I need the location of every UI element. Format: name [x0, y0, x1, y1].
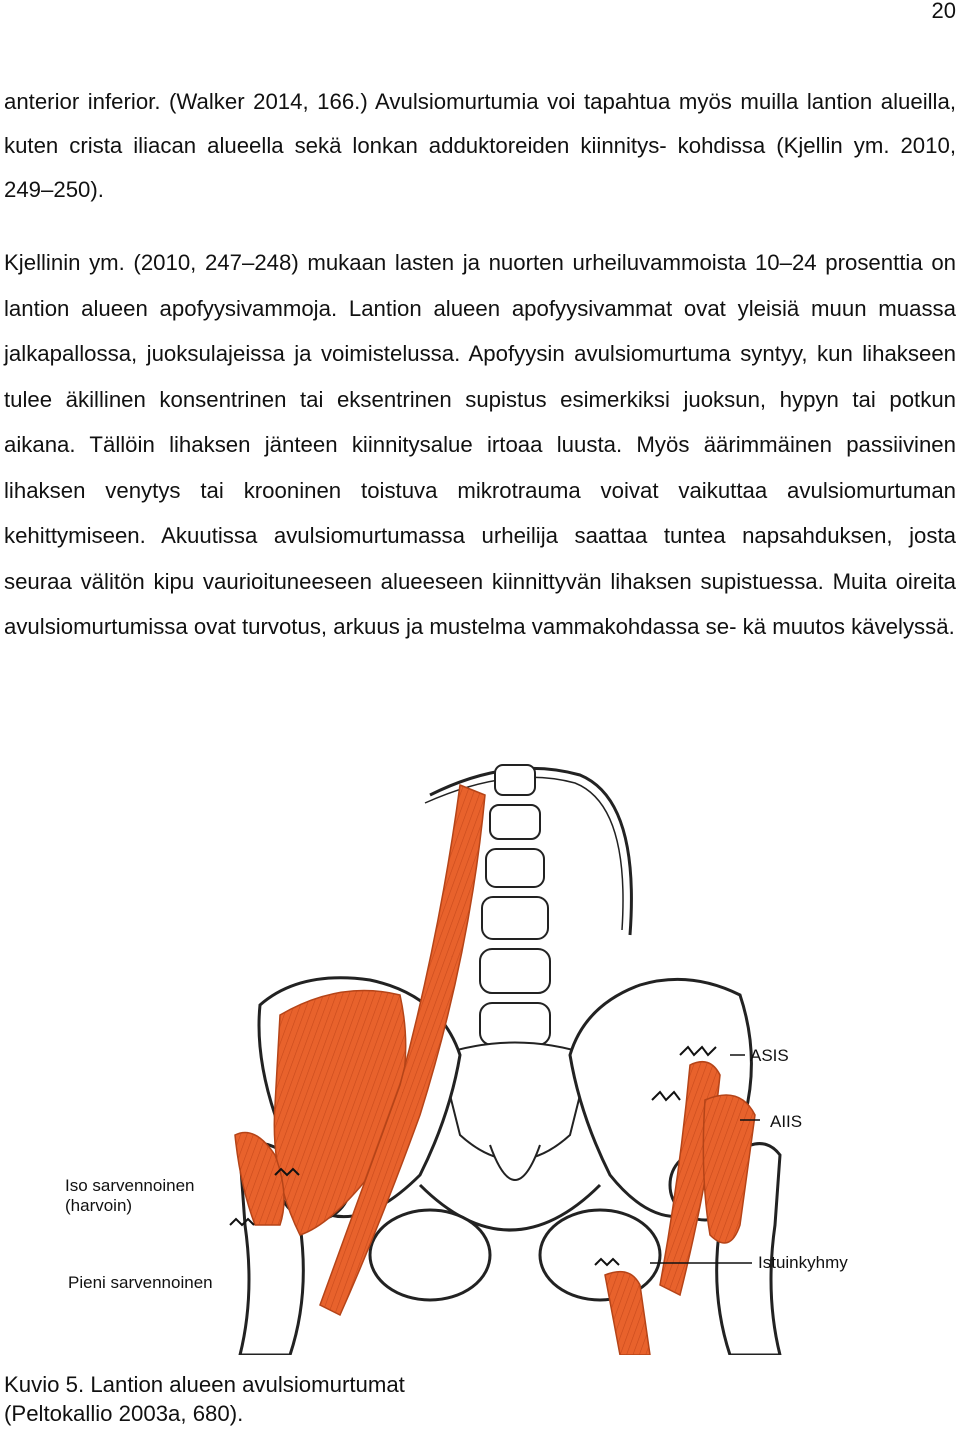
label-ischial-tuberosity: Istuinkyhmy: [758, 1253, 848, 1272]
label-greater-trochanter-1: Iso sarvennoinen: [65, 1176, 195, 1195]
label-lesser-trochanter: Pieni sarvennoinen: [68, 1273, 213, 1292]
pelvis-illustration: [40, 755, 960, 1355]
pelvis-avulsion-figure: [40, 755, 960, 1355]
label-greater-trochanter-2: (harvoin): [65, 1196, 133, 1215]
figure-caption: [4, 1370, 405, 1428]
label-aiis: AIIS: [770, 1112, 803, 1131]
page-number: 20: [931, 0, 956, 23]
caption-line-1: Kuvio 5. Lantion alueen avulsiomurtumat: [4, 1372, 405, 1397]
label-asis: ASIS: [750, 1046, 789, 1065]
paragraph-1: anterior inferior. (Walker 2014, 166.) Avulsiomurtumia voi tapahtua myös muilla lantion alueilla, kuten crista iliacan alueella sekä lonkan adduktoreiden kiinnitys- kohdissa (Kjellin ym. 2010, 249–250).: [4, 89, 956, 202]
paragraph-2: Kjellinin ym. (2010, 247–248) mukaan lasten ja nuorten urheiluvammoista 10–24 prosenttia on lantion alueen apofyysivammoja. Lantion alueen apofyysivammat ovat yleisiä muun muassa jalkapallossa, juoksulajeissa ja voimistelussa. Apofyysin avulsiomurtuma syntyy, kun lihakseen tulee äkillinen konsentrinen tai eksentrinen supistus esimerkiksi juoksun, hypyn tai potkun aikana. Tällöin lihaksen jänteen kiinnitysalue irtoaa luusta. Myös äärimmäinen passiivinen lihaksen venytys tai krooninen toistuva mikrotrauma voivat vaikuttaa avulsiomurtuman kehittymiseen. Akuutissa avulsiomurtumassa urheilija saattaa tuntea napsahduksen, josta seuraa välitön kipu vaurioituneeseen alueeseen kiinnittyvän lihaksen supistuessa. Muita oireita avulsiomurtumissa ovat turvotus, arkuus ja mustelma vammakohdassa se- kä muutos kävelyssä.: [4, 250, 956, 639]
caption-line-2: (Peltokallio 2003a, 680).: [4, 1401, 244, 1426]
